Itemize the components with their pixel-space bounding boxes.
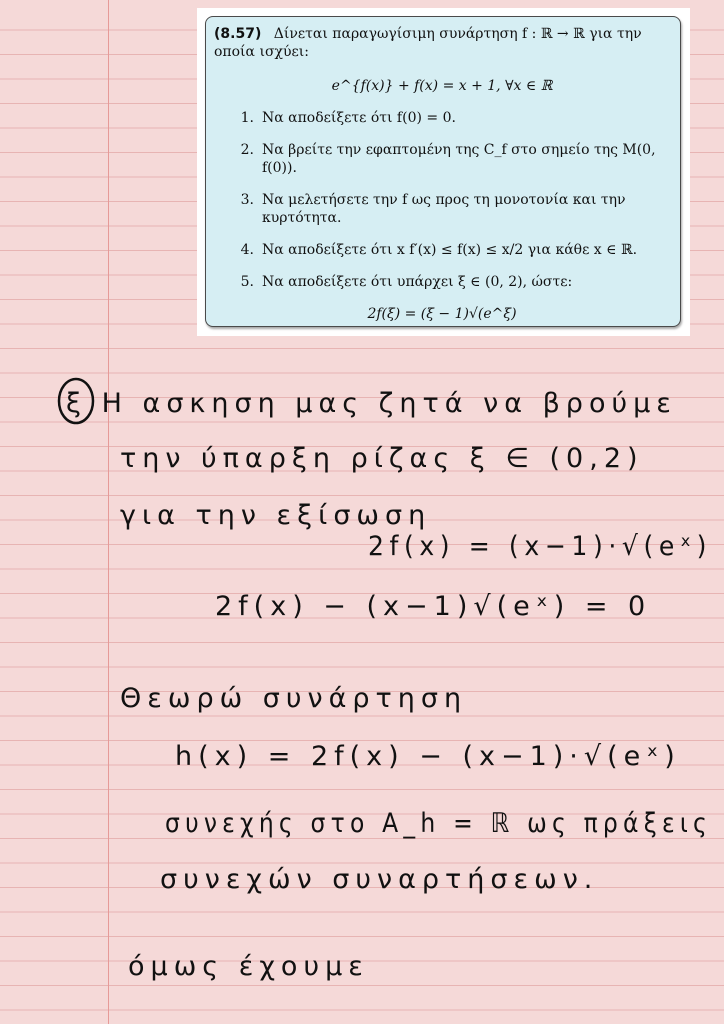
- item-text: Να αποδείξετε ότι f(0) = 0.: [262, 110, 456, 126]
- problem-number: (8.57): [214, 26, 262, 42]
- item-text: Να αποδείξετε ότι x f′(x) ≤ f(x) ≤ x/2 για κάθε x ∈ ℝ.: [262, 242, 638, 258]
- handwritten-line: ξ Η ασκηση μας ζητά να βρούμε: [66, 388, 677, 419]
- item-text: Να μελετήσετε την f ως προς τη μονοτονία και την κυρτότητα.: [262, 192, 626, 226]
- handwritten-line: για την εξίσωση: [120, 500, 432, 531]
- handwritten-line: 2f(x) − (x−1)√(eˣ) = 0: [215, 591, 652, 622]
- item-number: 2.: [240, 142, 254, 158]
- handwritten-line: Θεωρώ συνάρτηση: [120, 683, 468, 714]
- handwritten-line: όμως έχουμε: [128, 951, 369, 982]
- handwritten-line: συνεχών συναρτήσεων.: [160, 864, 599, 895]
- handwritten-line: h(x) = 2f(x) − (x−1)·√(eˣ): [175, 741, 681, 772]
- item-text: Να βρείτε την εφαπτομένη της C_f στο σημείο της M(0, f(0)).: [262, 142, 656, 176]
- item-number: 4.: [240, 242, 254, 258]
- handwritten-line: συνεχής στο A_h = ℝ ως πράξεις: [165, 808, 712, 839]
- handwritten-line: 2f(x) = (x−1)·√(eˣ): [368, 531, 712, 562]
- problem-final-equation: 2f(ξ) = (ξ − 1)√(e^ξ): [367, 306, 517, 322]
- problem-intro: Δίνεται παραγωγίσιμη συνάρτηση f : ℝ → ℝ για την οποία ισχύει:: [214, 26, 642, 60]
- item-number: 1.: [240, 110, 254, 126]
- item-number: 5.: [240, 274, 254, 290]
- item-text: Να αποδείξετε ότι υπάρχει ξ ∈ (0, 2), ώστε:: [262, 274, 573, 290]
- handwritten-line: την ύπαρξη ρίζας ξ ∈ (0,2): [120, 443, 644, 474]
- item-number: 3.: [240, 192, 254, 208]
- problem-equation: e^{f(x)} + f(x) = x + 1, ∀x ∈ ℝ: [331, 78, 553, 94]
